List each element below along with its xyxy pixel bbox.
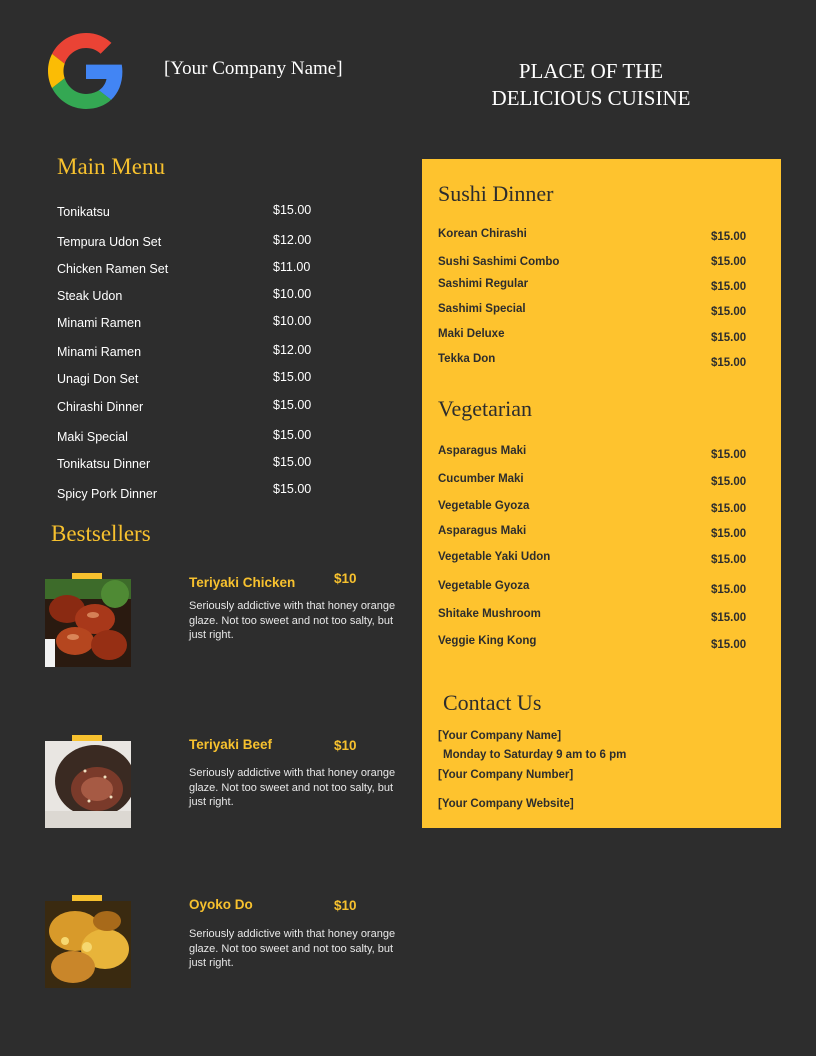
menu-item-name: Tonikatsu [57, 205, 110, 219]
sushi-item-price: $15.00 [711, 332, 747, 344]
sushi-item-price: $15.00 [711, 256, 747, 268]
bestseller-name: Teriyaki Beef [189, 737, 273, 752]
menu-item-name: Tonikatsu Dinner [57, 457, 151, 471]
tagline-line-2: DELICIOUS CUISINE [491, 86, 691, 110]
bestseller-description: Seriously addictive with that honey orange glaze. Not too sweet and not too salty, but just right. [189, 767, 396, 808]
menu-item-price: $15.00 [273, 482, 312, 496]
menu-item-name: Spicy Pork Dinner [57, 487, 158, 501]
teriyaki-beef-photo-icon [45, 741, 131, 828]
bestseller-price: $10 [334, 898, 357, 913]
sushi-item-name: Sushi Sashimi Combo [438, 256, 560, 268]
vegetarian-item-name: Cucumber Maki [438, 473, 524, 485]
menu-item-price: $11.00 [273, 260, 311, 274]
tagline [446, 58, 736, 112]
vegetarian-item-price: $15.00 [711, 503, 747, 515]
bestseller-price: $10 [334, 738, 357, 753]
sushi-item-price: $15.00 [711, 357, 747, 369]
contact-hours: Monday to Saturday 9 am to 6 pm [443, 749, 627, 761]
bestseller-name: Oyoko Do [189, 897, 253, 912]
vegetarian-item-name: Asparagus Maki [438, 445, 527, 457]
google-logo-icon [48, 33, 124, 109]
menu-item-price: $15.00 [273, 203, 312, 217]
sushi-item-price: $15.00 [711, 281, 747, 293]
menu-item-name: Unagi Don Set [57, 372, 139, 386]
contact-title: Contact Us [443, 690, 542, 715]
vegetarian-item-name: Vegetable Gyoza [438, 500, 530, 512]
vegetarian-item-name: Asparagus Maki [438, 525, 527, 537]
vegetarian-item-name: Veggie King Kong [438, 635, 537, 647]
menu-item-price: $12.00 [273, 343, 312, 357]
sushi-item-name: Tekka Don [438, 353, 496, 365]
vegetarian-item-name: Vegetable Gyoza [438, 580, 530, 592]
contact-website-link[interactable]: [Your Company Website] [438, 798, 574, 810]
yellow-menu-panel [422, 159, 781, 828]
bestsellers-title: Bestsellers [51, 521, 151, 546]
menu-item-name: Steak Udon [57, 289, 123, 303]
sushi-item-name: Sashimi Regular [438, 278, 529, 290]
main-menu-title: Main Menu [57, 154, 165, 179]
menu-item-name: Tempura Udon Set [57, 235, 162, 249]
sushi-item-price: $15.00 [711, 231, 747, 243]
oyoko-do-photo-icon [45, 901, 131, 988]
sushi-item-name: Maki Deluxe [438, 328, 505, 340]
vegetarian-item-price: $15.00 [711, 528, 747, 540]
sushi-item-price: $15.00 [711, 306, 747, 318]
contact-phone: [Your Company Number] [438, 769, 574, 781]
bestseller-description: Seriously addictive with that honey orange glaze. Not too sweet and not too salty, but just right. [189, 928, 396, 969]
vegetarian-item-price: $15.00 [711, 554, 747, 566]
vegetarian-item-price: $15.00 [711, 584, 747, 596]
menu-item-price: $10.00 [273, 314, 312, 328]
bestseller-name: Teriyaki Chicken [189, 575, 296, 590]
company-name: [Your Company Name] [164, 58, 343, 79]
vegetarian-item-price: $15.00 [711, 639, 747, 651]
menu-item-price: $15.00 [273, 455, 312, 469]
menu-item-price: $15.00 [273, 428, 312, 442]
vegetarian-title: Vegetarian [438, 396, 533, 421]
bestseller-description: Seriously addictive with that honey orange glaze. Not too sweet and not too salty, but just right. [189, 600, 396, 641]
vegetarian-item-price: $15.00 [711, 476, 747, 488]
vegetarian-item-name: Shitake Mushroom [438, 608, 541, 620]
tagline-line-1: PLACE OF THE [518, 59, 664, 83]
menu-item-name: Chicken Ramen Set [57, 262, 169, 276]
menu-item-name: Chirashi Dinner [57, 400, 144, 414]
menu-item-price: $12.00 [273, 233, 312, 247]
menu-item-name: Maki Special [57, 430, 128, 444]
sushi-dinner-title: Sushi Dinner [438, 181, 554, 206]
sushi-item-name: Sashimi Special [438, 303, 526, 315]
vegetarian-item-price: $15.00 [711, 612, 747, 624]
sushi-item-name: Korean Chirashi [438, 228, 527, 240]
teriyaki-chicken-photo-icon [45, 579, 131, 667]
menu-item-price: $10.00 [273, 287, 312, 301]
contact-company-name: [Your Company Name] [438, 730, 562, 742]
menu-item-name: Minami Ramen [57, 316, 142, 330]
menu-item-name: Minami Ramen [57, 345, 142, 359]
vegetarian-item-price: $15.00 [711, 449, 747, 461]
menu-item-price: $15.00 [273, 398, 312, 412]
vegetarian-item-name: Vegetable Yaki Udon [438, 551, 551, 563]
bestseller-price: $10 [334, 571, 357, 586]
menu-item-price: $15.00 [273, 370, 312, 384]
